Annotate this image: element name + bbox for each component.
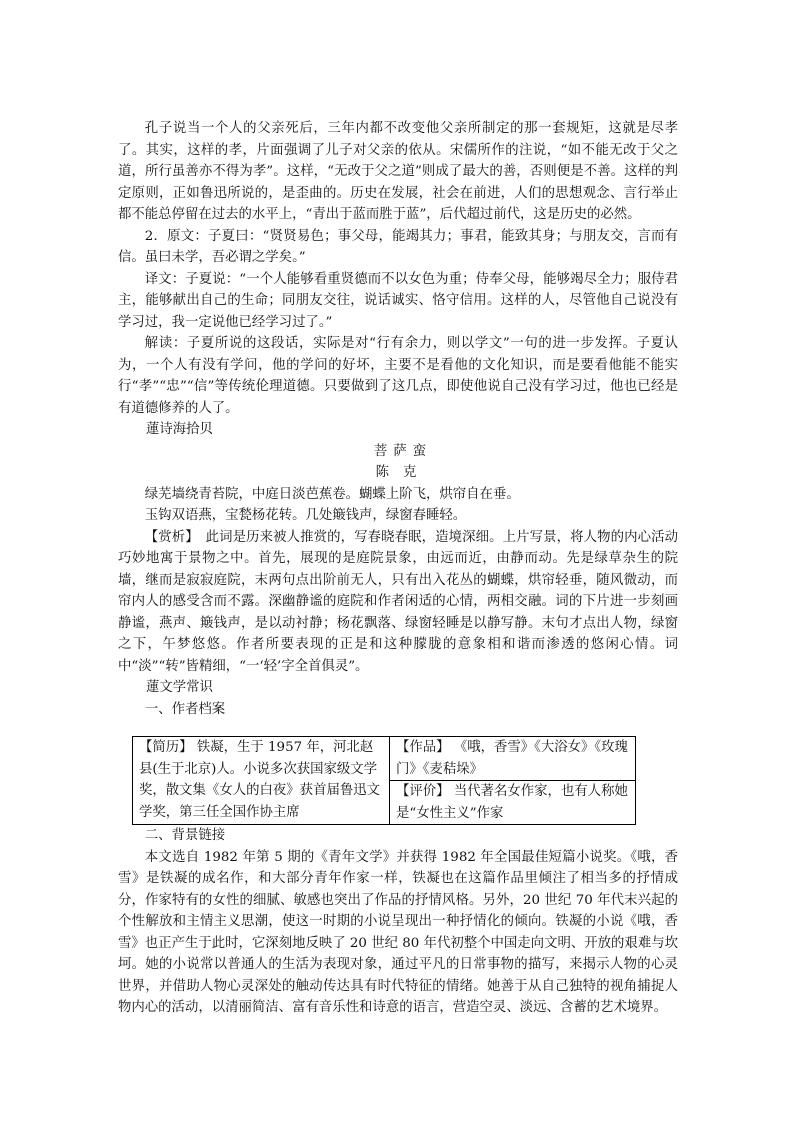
section-heading-literature: 蓮文学常识 — [146, 680, 213, 695]
poem-author: 陈克 — [375, 465, 431, 480]
author-review-cell: 【评价】 当代著名女作家，也有人称她是“女性主义”作家 — [390, 781, 636, 825]
paragraph-translation: 译文：子夏说：“一个人能够看重贤德而不以女色为重；侍奉父母，能够竭尽全力；服侍君主，能够献出自己的生命；同朋友交往，说话诚实、恪守信用。这样的人，尽管他自己说没有学习过，我一定说他已经学习过了。” — [118, 271, 678, 330]
author-works-cell: 【作品】 《哦，香雪》《大浴女》《玫瑰门》《麦秸垛》 — [390, 737, 636, 781]
section-heading-poetry: 蓮诗海拾贝 — [146, 422, 213, 437]
paragraph-background: 本文选自 1982 年第 5 期的《青年文学》并获得 1982 年全国最佳短篇小说奖。《哦，香雪》是铁凝的成名作，和大部分青年作家一样，铁凝也在这篇作品里倾注了相当多的抒情成分，作家特有的女性的细腻、敏感也突出了作品的抒情风格。另外，20 世纪 70 年代末兴起的个性解放和主情主义思潮，使这一时期的小说呈现出一种抒情化的倾向。铁凝的小说《哦，香雪》也正产生于此时，它深刻地反映了 20 世纪 80 年代初整个中国走向文明、开放的艰难与坎坷。她的小说常以普通人的生活为表现对象，通过平凡的日常事物的描写，来揭示人物的心灵世界，并借助人物心灵深处的触动传达具有时代特征的情绪。她善于从自己独特的视角捕捉人物内心的活动，以清丽简洁、富有音乐性和诗意的语言，营造空灵、淡远、含蓄的艺术境界。 — [118, 849, 678, 1015]
poem-line-2: 玉钩双语燕，宝甃杨花转。几处簸钱声，绿窗春睡轻。 — [144, 508, 467, 523]
subheading-author-profile: 一、作者档案 — [144, 701, 226, 717]
document-body — [118, 118, 678, 1019]
paragraph-confucius-commentary: 孔子说当一个人的父亲死后，三年内都不改变他父亲所制定的那一套规矩，这就是尽孝了。其实，这样的孝，片面强调了儿子对父亲的依从。宋儒所作的注说，“如不能无改于父之道，所行虽善亦不得为孝”。这样，“无改于父之道”则成了最大的善，否则便是不善。这样的判定原则，正如鲁迅所说的，是歪曲的。历史在发展，社会在前进，人们的思想观念、言行举止都不能总停留在过去的水平上，“青出于蓝而胜于蓝”，后代超过前代，这是历史的必然。 — [118, 121, 678, 222]
paragraph-interpretation: 解读：子夏所说的这段话，实际是对“行有余力，则以学文”一句的进一步发挥。子夏认为，一个人有没有学问，他的学问的好坏，主要不是看他的文化知识，而是要看他能不能实行“孝”“忠”“信”等传统伦理道德。只要做到了这几点，即使他说自己没有学习过，他也已经是有道德修养的人了。 — [118, 336, 678, 416]
poem-line-1: 绿芜墙绕青苔院，中庭日淡芭蕉卷。蝴蝶上阶飞，烘帘自在垂。 — [144, 486, 520, 502]
poem-title: 菩萨蛮 — [373, 443, 433, 459]
subheading-background: 二、背景链接 — [144, 828, 226, 843]
poem-appreciation: 【赏析】 此词是历来被人推赏的，写春晓春眠，造境深细。上片写景，将人物的内心活动巧妙地寓于景物之中。首先，展现的是庭院景象，由远而近，由静而动。先是绿草杂生的院墙，继而是寂寂庭院，末两句点出阶前无人，只有出入花丛的蝴蝶，烘帘轻垂，随风微动，而帘内人的感受含而不露。深幽静谧的庭院和作者闲适的心情，两相交融。词的下片进一步刻画静谧，燕声、簸钱声，是以动衬静；杨花飘落、绿窗轻睡是以静写静。末句才点出人物，绿窗之下，午梦悠悠。作者所要表现的正是和这种朦胧的意象相和谐而渗透的悠闲心情。词中“淡”“转”皆精细，“一‘轻’字全首俱灵”。 — [118, 529, 678, 674]
author-profile-table — [132, 736, 636, 825]
author-bio-cell: 【简历】 铁凝，生于 1957 年，河北赵县(生于北京)人。小说多次获国家级文学奖，散文集《女人的白夜》获首届鲁迅文学奖，第三任全国作协主席 — [133, 737, 390, 825]
paragraph-original-text: 2．原文：子夏曰：“贤贤易色；事父母，能竭其力；事君，能致其身；与朋友交，言而有信。虽曰未学，吾必谓之学矣。” — [118, 228, 678, 265]
